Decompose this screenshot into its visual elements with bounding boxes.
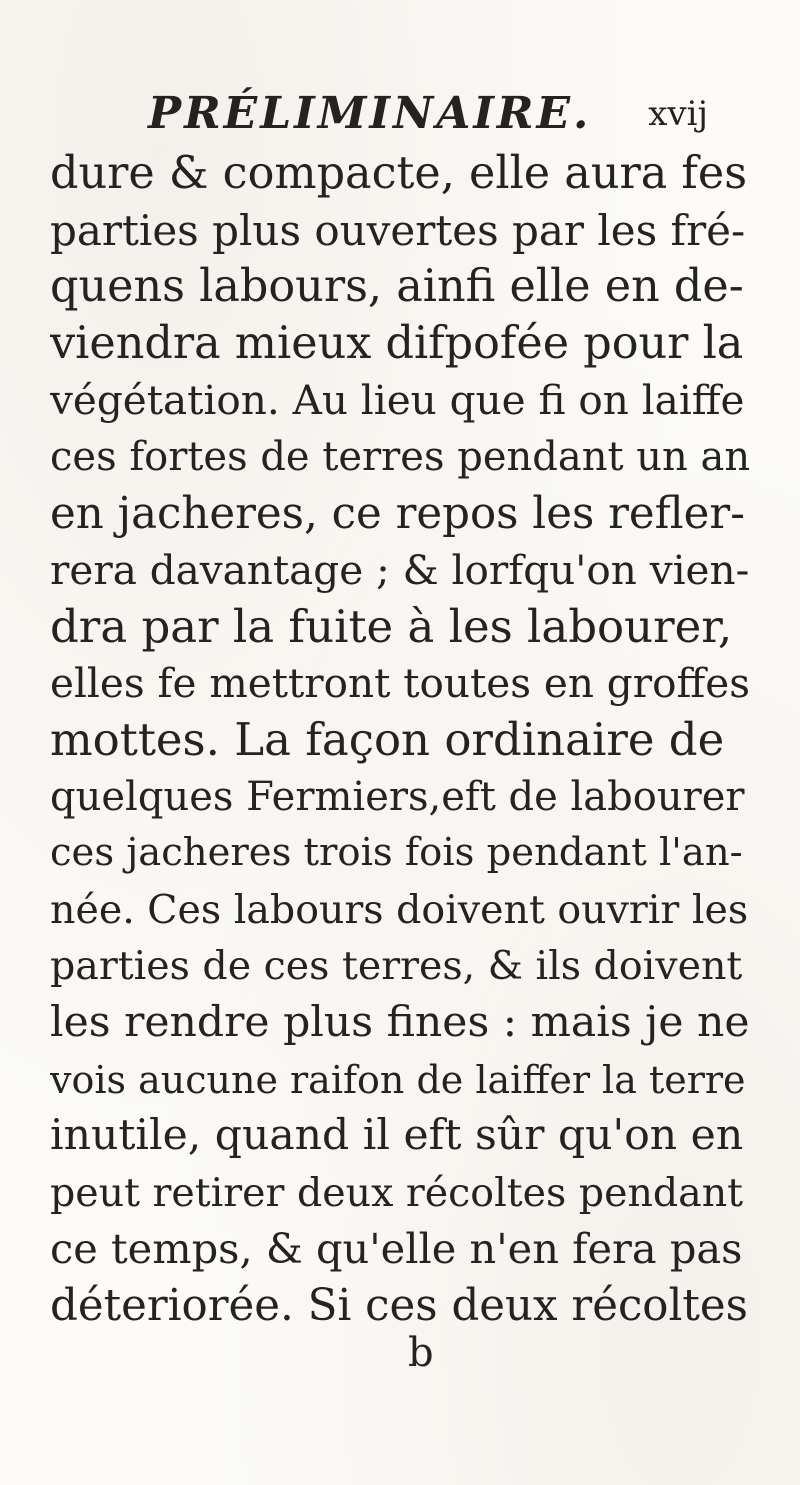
text-line: rera davantage ; & lorfqu'on vien- <box>50 546 750 595</box>
text-line: elles fe mettront toutes en groffes <box>50 659 750 708</box>
text-line: viendra mieux difpofée pour la <box>50 317 744 369</box>
text-line: végétation. Au lieu que fi on laiffe <box>50 376 745 425</box>
text-line: parties plus ouvertes par les fré- <box>50 205 746 255</box>
text-line: les rendre plus fines : mais je ne <box>50 997 750 1047</box>
running-title: PRÉLIMINAIRE. <box>148 88 592 139</box>
text-line: inutile, quand il eft sûr qu'on en <box>50 1111 744 1161</box>
signature-mark: b <box>408 1330 434 1376</box>
page-number: xvij <box>648 94 708 134</box>
text-line: en jacheres, ce repos les refler- <box>50 488 745 539</box>
text-line: ces jacheres trois fois pendant l'an- <box>50 830 743 876</box>
text-line: déteriorée. Si ces deux récoltes <box>50 1280 748 1331</box>
page-header <box>148 88 708 144</box>
text-line: vois aucune raifon de laiffer la terre <box>50 1057 746 1102</box>
text-line: peut retirer deux récoltes pendant <box>50 1169 744 1216</box>
text-line: quelques Fermiers,eft de labourer <box>50 773 745 820</box>
text-line: dure & compacte, elle aura fes <box>50 148 748 199</box>
text-line: parties de ces terres, & ils doivent <box>50 943 743 990</box>
text-line: ce temps, & qu'elle n'en fera pas <box>50 1224 743 1274</box>
text-line: mottes. La façon ordinaire de <box>50 712 725 766</box>
text-line: ces fortes de terres pendant un an <box>50 433 750 480</box>
text-line: quens labours, ainfi elle en de- <box>50 261 744 313</box>
text-line: dra par la fuite à les labourer, <box>50 599 733 653</box>
text-line: née. Ces labours doivent ouvrir les <box>50 886 749 933</box>
body-text <box>50 146 750 1334</box>
